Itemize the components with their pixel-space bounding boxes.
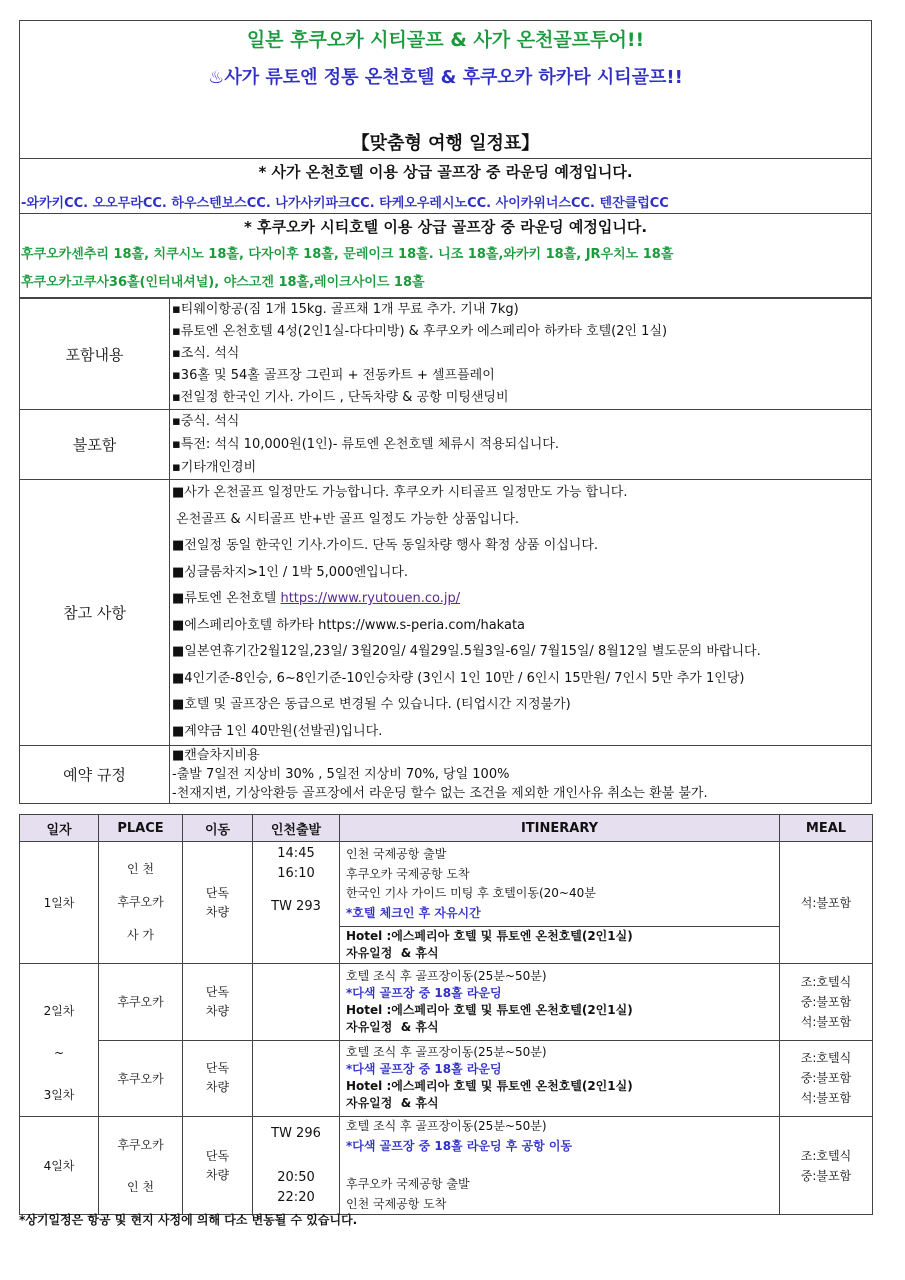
footer-note: *상기일정은 항공 및 현지 사정에 의해 다소 변동될 수 있습니다. <box>19 1213 358 1227</box>
saga-courses: -와카키CC. 오오무라CC. 하우스텐보스CC. 나가사키파크CC. 타케오우레시노CC. 사이카위너스CC. 텐잔클럽CC <box>21 196 669 211</box>
col-departure: 인천출발 <box>253 815 340 842</box>
booking-row <box>20 746 872 804</box>
day2-label: 2일차 <box>43 1004 75 1018</box>
flight-number: TW 293 <box>271 899 321 914</box>
sub-title-text: 사가 류토엔 정통 온천호텔 & 후쿠오카 하카타 시티골프!! <box>224 67 683 88</box>
meal-item: 석:불포함 <box>800 1014 852 1029</box>
note-item <box>172 586 871 613</box>
fukuoka-note: * 후쿠오카 시티호텔 이용 상급 골프장 중 라운딩 예정입니다. <box>243 218 648 236</box>
note-item: ■에스페리아호텔 하카타 https://www.s-peria.com/hakata <box>172 617 526 633</box>
fukuoka-courses-line: 후쿠오카센추리 18홀, 치쿠시노 18홀, 다자이후 18홀, 문레이크 18홀. 니조 18홀,와카키 18홀, JR우치노 18홀 <box>21 247 674 262</box>
hot-spring-icon: ♨ <box>208 67 225 88</box>
excluded-content <box>170 410 872 480</box>
day2-place: 후쿠오카 <box>99 964 183 1041</box>
booking-item: -천재지변, 기상악환등 골프장에서 라운딩 할수 없는 조건을 제외한 개인사유 취소는 환불 불가. <box>172 786 708 801</box>
col-day: 일자 <box>20 815 99 842</box>
booking-item: ■캔슬차지비용 <box>172 748 260 763</box>
ryutouen-label: ■류토엔 온천호텔 <box>172 591 281 606</box>
day2-3-label <box>20 964 99 1117</box>
day4-row <box>20 1117 873 1215</box>
day1-itinerary-top <box>340 842 779 926</box>
place: 후쿠오카 <box>117 895 164 909</box>
meal-item: 중:불포함 <box>800 1071 852 1086</box>
itinerary-header-row <box>20 815 873 842</box>
day2-row <box>20 964 873 1041</box>
ryutouen-link[interactable]: https://www.ryutouen.co.jp/ <box>280 591 461 606</box>
day3-label: 3일차 <box>43 1088 75 1102</box>
day4-times <box>253 1117 340 1215</box>
included-item: ▪전일정 한국인 기사. 가이드 , 단독차량 & 공항 미팅샌딩비 <box>172 390 509 405</box>
rest-line: 자유일정 & 휴식 <box>346 1096 439 1111</box>
note-item: ■4인기준-8인승, 6~8인기준-10인승차량 (3인시 1인 10만 / 6인시 15만원/ 7인시 5만 추가 1인당) <box>172 670 745 686</box>
day2-times <box>253 964 340 1041</box>
day1-places <box>99 842 183 964</box>
day1-row <box>20 842 873 964</box>
header-block <box>19 20 872 159</box>
itinerary-line: 호텔 조식 후 골프장이동(25분~50분) <box>346 1045 547 1060</box>
day3-place: 후쿠오카 <box>99 1040 183 1117</box>
booking-content <box>170 746 872 804</box>
day3-times <box>253 1040 340 1117</box>
day-range-tilde: ~ <box>53 1046 65 1060</box>
included-item: ▪류토엔 온천호텔 4성(2인1실-다다미방) & 후쿠오카 에스페리아 하카타 호텔(2인 1실) <box>172 324 668 339</box>
day1-itinerary <box>340 842 780 964</box>
time: 14:45 <box>277 846 315 861</box>
notes-row <box>20 480 872 746</box>
included-item: ▪티웨이항공(짐 1개 15kg. 골프채 1개 무료 추가. 기내 7kg) <box>172 302 519 317</box>
itinerary-document <box>19 20 872 1215</box>
col-place: PLACE <box>99 815 183 842</box>
meal-item: 중:불포함 <box>800 1168 852 1183</box>
itinerary-line: 한국인 기사 가이드 미팅 후 호텔이동(20~40분 <box>346 886 596 900</box>
fukuoka-courses <box>20 237 871 297</box>
day2-itinerary <box>340 964 780 1041</box>
sub-title <box>20 63 871 89</box>
booking-item: -출발 7일전 지상비 30% , 5일전 지상비 70%, 당일 100% <box>172 767 510 782</box>
fukuoka-courses-line: 후쿠오카고쿠사36홀(인터내셔널), 야스고겐 18홀,레이크사이드 18홀 <box>21 275 425 290</box>
included-item: ▪36홀 및 54홀 골프장 그린피 + 전동카트 + 셀프플레이 <box>172 368 495 383</box>
excluded-row <box>20 410 872 480</box>
day1-label: 1일차 <box>20 842 99 964</box>
saga-note: * 사가 온천호텔 이용 상급 골프장 중 라운딩 예정입니다. <box>258 163 633 181</box>
notes-label: 참고 사항 <box>20 480 170 746</box>
place: 사 가 <box>127 928 154 942</box>
day2-meal <box>780 964 873 1041</box>
note-item: ■계약금 1인 40만원(선발권)입니다. <box>172 723 383 739</box>
time: 20:50 <box>277 1169 315 1185</box>
itinerary-highlight: *호텔 체크인 후 자유시간 <box>346 905 481 920</box>
itinerary-highlight: *다색 골프장 중 18홀 라운딩 <box>346 1062 502 1077</box>
place: 인 천 <box>127 862 154 876</box>
place: 후쿠오카 <box>117 1137 164 1152</box>
rest-line: 자유일정 & 휴식 <box>346 1019 439 1034</box>
included-item: ▪조식. 석식 <box>172 346 240 361</box>
day1-itinerary-hotel <box>340 926 779 963</box>
day4-label: 4일차 <box>20 1117 99 1215</box>
schedule-title: 【맞춤형 여행 일정표】 <box>351 133 540 154</box>
day3-meal <box>780 1040 873 1117</box>
meal-item: 조:호텔식 <box>800 1051 852 1066</box>
meal-item: 석:불포함 <box>800 1091 852 1106</box>
col-transport: 이동 <box>183 815 253 842</box>
time: 16:10 <box>277 866 315 881</box>
itinerary-line: 호텔 조식 후 골프장이동(25분~50분) <box>346 968 547 983</box>
itinerary-line: 후쿠오카 국제공항 도착 <box>346 866 470 881</box>
hotel-line: Hotel :에스페리아 호텔 및 튜토엔 온천호텔(2인1실) <box>346 929 633 943</box>
time: 22:20 <box>277 1189 315 1205</box>
meal-item: 중:불포함 <box>800 994 852 1009</box>
note-item: ■일본연휴기간2월12일,23일/ 3월20일/ 4월29일.5월3일-6일/ 7월15일/ 8월12일 별도문의 바랍니다. <box>172 644 761 659</box>
day3-row <box>20 1040 873 1117</box>
note-item: ■전일정 동일 한국인 기사.가이드. 단독 동일차량 행사 확정 상품 이십니다. <box>172 538 599 553</box>
excluded-item: ▪특전: 석식 10,000원(1인)- 류토엔 온천호텔 체류시 적용되십니다. <box>172 437 559 452</box>
main-title: 일본 후쿠오카 시티골프 & 사가 온천골프투어!! <box>246 29 645 51</box>
itinerary-line: 인천 국제공항 도착 <box>346 1196 447 1211</box>
info-table <box>19 298 872 804</box>
note-item: 온천골프 & 시티골프 반+반 골프 일정도 가능한 상품입니다. <box>172 511 520 527</box>
itinerary-line: 인천 국제공항 출발 <box>346 847 447 861</box>
note-item: ■싱글룸차지>1인 / 1박 5,000엔입니다. <box>172 564 408 580</box>
day3-transport: 단독 차량 <box>183 1040 253 1117</box>
excluded-item: ▪중식. 석식 <box>172 414 240 429</box>
day4-meal <box>780 1117 873 1215</box>
note-item: ■호텔 및 골프장은 동급으로 변경될 수 있습니다. (티업시간 지정불가) <box>172 697 571 712</box>
booking-label: 예약 규정 <box>20 746 170 804</box>
included-content <box>170 299 872 410</box>
rest-line: 자유일정 & 휴식 <box>346 946 439 960</box>
day4-transport: 단독 차량 <box>183 1117 253 1215</box>
fukuoka-section <box>19 214 872 298</box>
day3-itinerary <box>340 1040 780 1117</box>
day1-times <box>253 842 340 964</box>
itinerary-highlight: *다색 골프장 중 18홀 라운딩 후 공항 이동 <box>346 1138 573 1153</box>
hotel-line: Hotel :에스페리아 호텔 및 튜토엔 온천호텔(2인1실) <box>346 1079 633 1094</box>
day2-transport: 단독 차량 <box>183 964 253 1041</box>
col-meal: MEAL <box>780 815 873 842</box>
itinerary-line: 후쿠오카 국제공항 출발 <box>346 1177 470 1191</box>
included-row <box>20 299 872 410</box>
day1-transport: 단독 차량 <box>183 842 253 964</box>
itinerary-highlight: *다색 골프장 중 18홀 라운딩 <box>346 985 502 1000</box>
col-itinerary: ITINERARY <box>340 815 780 842</box>
place: 인 천 <box>127 1179 154 1194</box>
day1-meal: 석:불포함 <box>780 842 873 964</box>
day4-itinerary <box>340 1117 780 1215</box>
included-label: 포함내용 <box>20 299 170 410</box>
itinerary-table <box>19 814 873 1215</box>
excluded-label: 불포함 <box>20 410 170 480</box>
saga-section <box>19 159 872 214</box>
notes-content <box>170 480 872 746</box>
hotel-line: Hotel :에스페리아 호텔 및 튜토엔 온천호텔(2인1실) <box>346 1002 633 1017</box>
meal-item: 조:호텔식 <box>800 1148 852 1163</box>
flight-number: TW 296 <box>271 1125 321 1141</box>
note-item: ■사가 온천골프 일정만도 가능합니다. 후쿠오카 시티골프 일정만도 가능 합니다. <box>172 485 628 500</box>
meal-item: 조:호텔식 <box>800 974 852 989</box>
excluded-item: ▪기타개인경비 <box>172 460 257 475</box>
itinerary-line: 호텔 조식 후 골프장이동(25분~50분) <box>346 1119 547 1133</box>
day4-places <box>99 1117 183 1215</box>
